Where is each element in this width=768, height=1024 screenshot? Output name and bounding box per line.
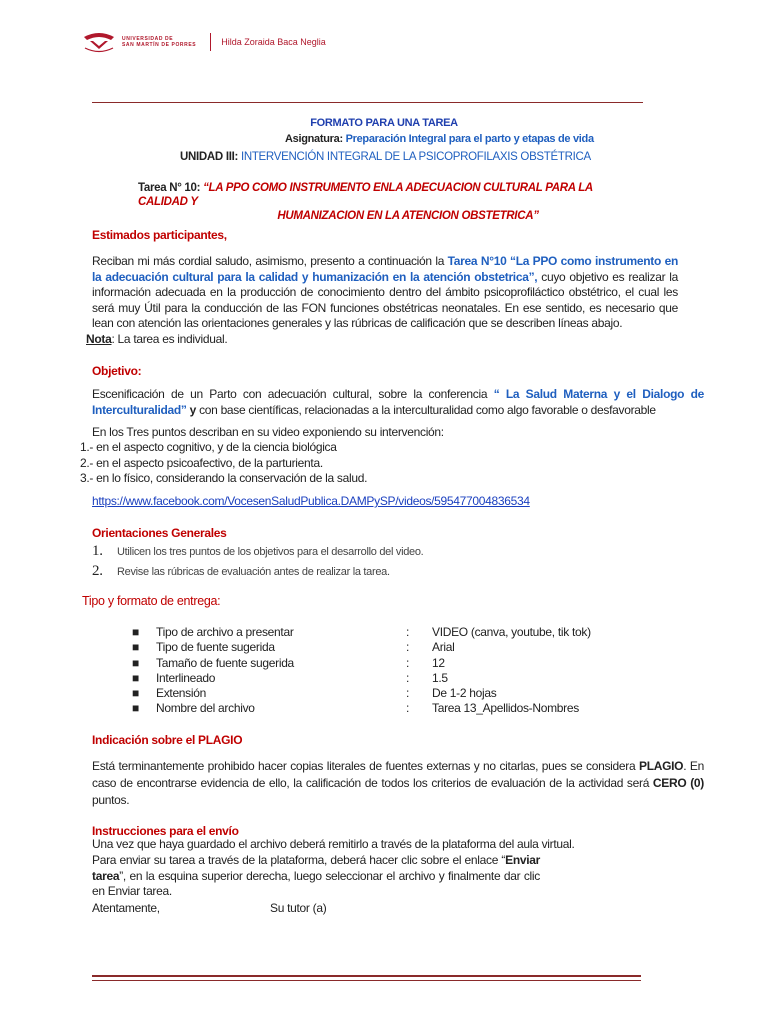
envio-heading: Instrucciones para el envío bbox=[92, 824, 239, 838]
bullet-icon: ■ bbox=[132, 686, 139, 701]
list-item: 2. Revise las rúbricas de evaluación antes de realizar la tarea. bbox=[92, 563, 390, 579]
list-item: 2.- en el aspecto psicoafectivo, de la parturienta. bbox=[80, 455, 323, 470]
plagio-heading: Indicación sobre el PLAGIO bbox=[92, 733, 243, 747]
closing-tutor: Su tutor (a) bbox=[270, 901, 327, 915]
orientaciones-heading: Orientaciones Generales bbox=[92, 526, 227, 540]
envio-line1: Una vez que haya guardado el archivo deberá remitirlo a través de la plataforma del aula virtual. bbox=[92, 837, 575, 851]
facebook-video-link[interactable]: https://www.facebook.com/VocesenSaludPublica.DAMPySP/videos/595477004836534 bbox=[92, 494, 530, 508]
university-logo-icon bbox=[82, 31, 116, 53]
list-item: 3.- en lo físico, considerando la conservación de la salud. bbox=[80, 471, 368, 485]
nota-line: Nota: La tarea es individual. bbox=[86, 332, 228, 346]
objetivo-intro: En los Tres puntos describan en su video exponiendo su intervención: bbox=[92, 425, 444, 439]
tarea-title: Tarea N° 10: “LA PPO COMO INSTRUMENTO ENLA ADECUACION CULTURAL PARA LA CALIDAD Y HUMANIZACION EN LA ATENCION OBSTETRICA” bbox=[138, 182, 593, 222]
table-row: ■ Tamaño de fuente sugerida : 12 bbox=[132, 655, 445, 670]
table-row: ■ Interlineado : 1.5 bbox=[132, 670, 448, 685]
header-separator bbox=[210, 33, 211, 51]
list-item: 1.- en el aspecto cognitivo, y de la ciencia biológica bbox=[80, 440, 337, 454]
unidad-line: UNIDAD III: INTERVENCIÓN INTEGRAL DE LA PSICOPROFILAXIS OBSTÉTRICA bbox=[180, 151, 591, 163]
bullet-icon: ■ bbox=[132, 670, 139, 685]
format-title: FORMATO PARA UNA TAREA bbox=[310, 117, 458, 129]
table-row: ■ Tipo de fuente sugerida : Arial bbox=[132, 640, 455, 655]
estimados-heading: Estimados participantes, bbox=[92, 228, 227, 242]
table-row: ■ Extensión : De 1-2 hojas bbox=[132, 686, 497, 701]
author-name: Hilda Zoraida Baca Neglia bbox=[221, 37, 326, 47]
bullet-icon: ■ bbox=[132, 701, 139, 716]
orientaciones-list bbox=[92, 542, 423, 582]
objetivo-heading: Objetivo: bbox=[92, 364, 142, 378]
header-divider bbox=[92, 102, 643, 103]
bullet-icon: ■ bbox=[132, 640, 139, 655]
table-row: ■ Nombre del archivo : Tarea 13_Apellidos-Nombres bbox=[132, 701, 579, 716]
closing-atentamente: Atentamente, bbox=[92, 901, 160, 915]
table-row: ■ Tipo de archivo a presentar : VIDEO (canva, youtube, tik tok) bbox=[132, 625, 591, 639]
bullet-icon: ■ bbox=[132, 655, 139, 670]
entrega-table bbox=[132, 625, 591, 717]
document-header bbox=[82, 30, 326, 54]
asignatura-line: Asignatura: Preparación Integral para el parto y etapas de vida bbox=[285, 133, 594, 145]
bullet-icon: ■ bbox=[132, 625, 139, 639]
estimados-paragraph: Reciban mi más cordial saludo, asimismo, presento a continuación la Tarea N°10 “La PPO como instrumento en la adecuación cultural para la calidad y humanización en la atención obstetrica”, cuyo objetivo es realizar la información adecuada en la producción de conocimiento dentro del ámbito psicoprofiláctico obstétrico, el cual les será muy Útil para la conducción de las FON funciones obstétricas neonatales. En ese sentido, es necesario que lean con atención las orientaciones generales y las rúbricas de calificación que se describen líneas abajo. bbox=[92, 254, 678, 330]
envio-paragraph: Para enviar su tarea a través de la plataforma, deberá hacer clic sobre el enlace “Enviar tarea”, en la esquina superior derecha, luego seleccionar el archivo y finalmente dar clic en Enviar tarea. bbox=[92, 853, 540, 898]
plagio-paragraph: Está terminantemente prohibido hacer copias literales de fuentes externas y no citarlas, pues se considera PLAGIO. En caso de encontrarse evidencia de ello, la calificación de todos los criterios de evaluación de la actividad será CERO (0) puntos. bbox=[92, 759, 704, 807]
objetivo-list bbox=[80, 440, 367, 487]
entrega-heading: Tipo y formato de entrega: bbox=[82, 594, 221, 608]
list-item: 1. Utilicen los tres puntos de los objetivos para el desarrollo del video. bbox=[92, 543, 424, 559]
objetivo-paragraph: Escenificación de un Parto con adecuación cultural, sobre la conferencia “ La Salud Materna y el Dialogo de Interculturalidad” y con base científicas, relacionadas a la interculturalidad como algo favorable o desfavorable bbox=[92, 387, 705, 417]
footer-divider-thin bbox=[92, 980, 641, 981]
footer-divider bbox=[92, 975, 641, 977]
university-name: UNIVERSIDAD DE SAN MARTÍN DE PORRES bbox=[122, 36, 197, 48]
